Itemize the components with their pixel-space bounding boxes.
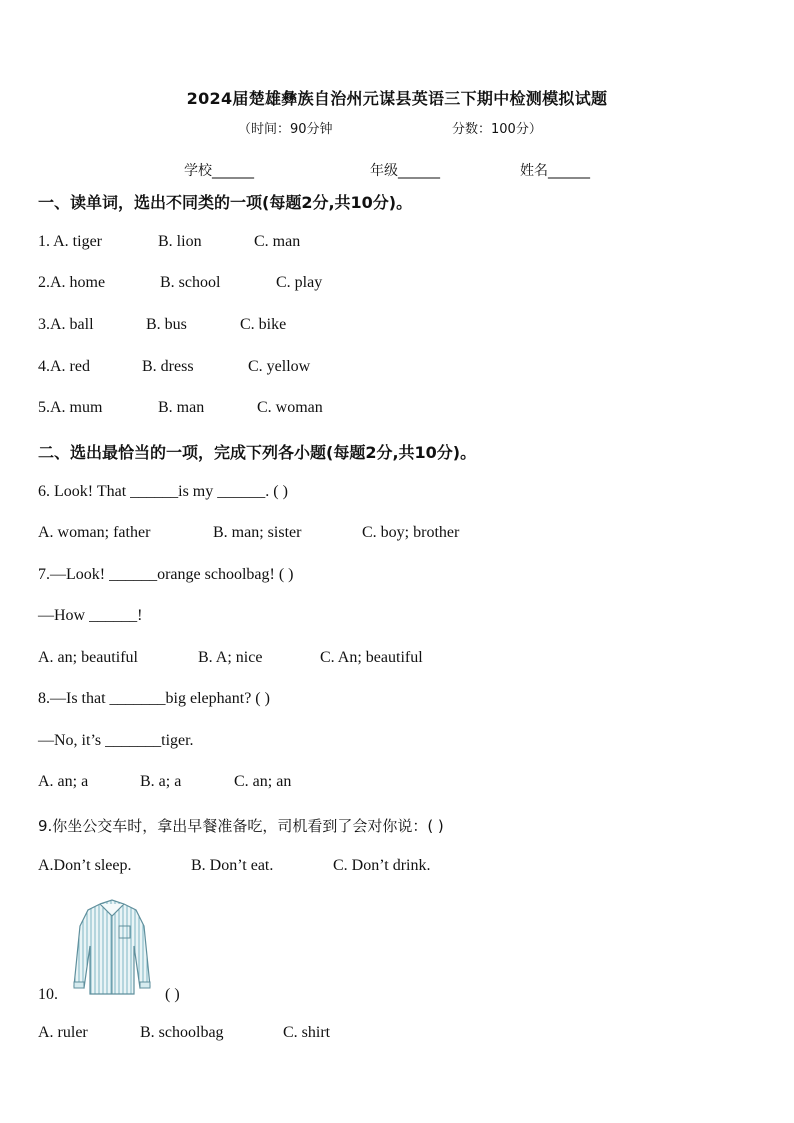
school-field: 学校______ — [184, 163, 254, 179]
page-title: 2024届楚雄彝族自治州元谋县英语三下期中检测模拟试题 — [186, 89, 608, 108]
section-2-heading: 二、选出最恰当的一项，完成下列各小题(每题2分,共10分)。 — [38, 443, 477, 462]
q9-option-c: C. Don’t drink. — [333, 857, 431, 874]
question-3 — [38, 316, 286, 334]
q7-option-b: B. A; nice — [198, 649, 263, 666]
q6-option-c: C. boy; brother — [362, 524, 460, 541]
question-6-options — [38, 524, 459, 542]
q5-option-b: B. man — [158, 399, 205, 416]
question-10-paren: ( ) — [165, 986, 180, 1003]
q3-option-a: 3.A. ball — [38, 316, 94, 333]
question-6-stem: 6. Look! That ______is my ______. ( ) — [38, 483, 288, 500]
q9-option-b: B. Don’t eat. — [191, 857, 274, 874]
question-1 — [38, 233, 300, 251]
q6-option-b: B. man; sister — [213, 524, 302, 541]
question-5 — [38, 399, 323, 417]
name-field: 姓名______ — [520, 163, 590, 179]
question-8-stem-2: —No, it’s _______tiger. — [38, 732, 194, 749]
q1-option-c: C. man — [254, 233, 301, 250]
question-10-options — [38, 1024, 330, 1042]
q8-option-b: B. a; a — [140, 773, 182, 790]
q5-option-c: C. woman — [257, 399, 323, 416]
q7-option-a: A. an; beautiful — [38, 649, 138, 666]
question-4 — [38, 358, 310, 376]
exam-time: （时间：90分钟 — [238, 122, 333, 137]
q1-option-a: 1. A. tiger — [38, 233, 102, 250]
q10-option-c: C. shirt — [283, 1024, 331, 1041]
q2-option-c: C. play — [276, 274, 323, 291]
q2-option-b: B. school — [160, 274, 221, 291]
q1-option-b: B. lion — [158, 233, 202, 250]
q8-option-c: C. an; an — [234, 773, 292, 790]
q10-option-b: B. schoolbag — [140, 1024, 224, 1041]
shirt-icon — [70, 896, 154, 998]
q4-option-b: B. dress — [142, 358, 194, 375]
question-8-options — [38, 773, 291, 791]
question-2 — [38, 274, 322, 292]
q9-option-a: A.Don’t sleep. — [38, 857, 132, 874]
q7-option-c: C. An; beautiful — [320, 649, 423, 666]
q3-option-b: B. bus — [146, 316, 187, 333]
question-9-stem: 9.你坐公交车时，拿出早餐准备吃，司机看到了会对你说：( ) — [38, 817, 444, 835]
q5-option-a: 5.A. mum — [38, 399, 103, 416]
q4-option-c: C. yellow — [248, 358, 311, 375]
q2-option-a: 2.A. home — [38, 274, 106, 291]
exam-score: 分数：100分） — [452, 122, 542, 137]
question-7-stem: 7.—Look! ______orange schoolbag! ( ) — [38, 566, 294, 583]
q6-option-a: A. woman; father — [38, 524, 151, 541]
question-9-options — [38, 857, 430, 875]
section-1-heading: 一、读单词，选出不同类的一项(每题2分,共10分)。 — [38, 193, 413, 212]
question-7-stem-2: —How ______! — [38, 607, 143, 624]
question-10-number: 10. — [38, 986, 58, 1003]
q4-option-a: 4.A. red — [38, 358, 90, 375]
q8-option-a: A. an; a — [38, 773, 89, 790]
q10-option-a: A. ruler — [38, 1024, 88, 1041]
question-7-options — [38, 649, 423, 667]
grade-field: 年级______ — [370, 163, 440, 179]
question-8-stem: 8.—Is that _______big elephant? ( ) — [38, 690, 270, 707]
q3-option-c: C. bike — [240, 316, 287, 333]
